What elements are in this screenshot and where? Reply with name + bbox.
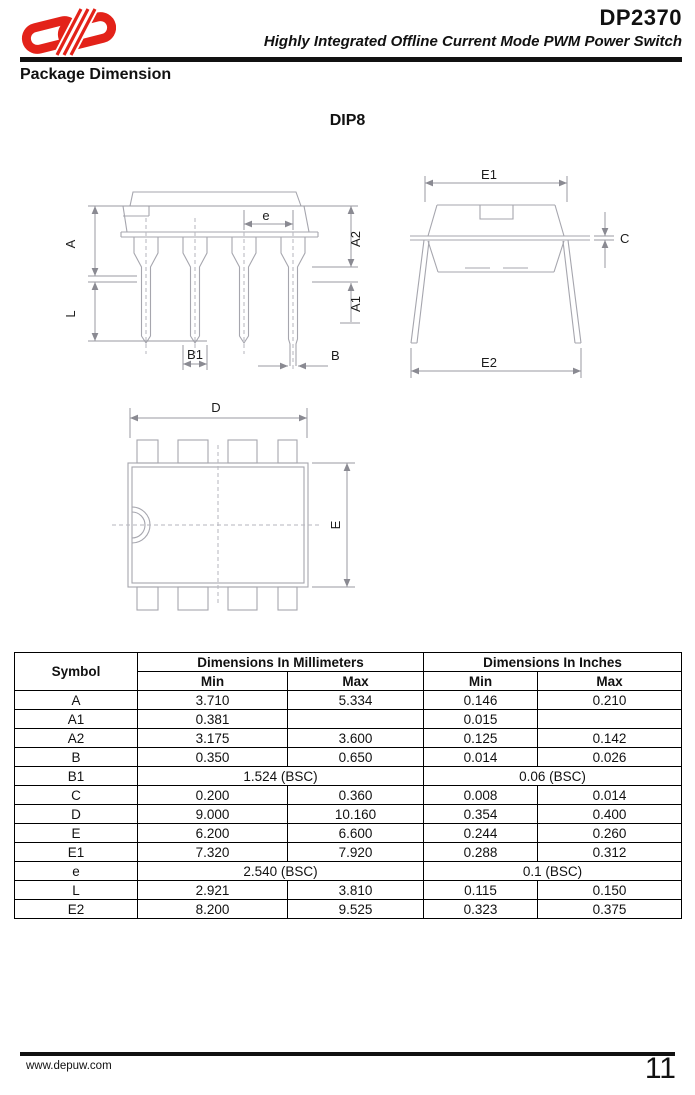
table-cell: 7.920 xyxy=(288,843,424,862)
table-cell: 10.160 xyxy=(288,805,424,824)
table-cell: 0.210 xyxy=(538,691,682,710)
table-cell: 0.400 xyxy=(538,805,682,824)
table-cell: 7.320 xyxy=(138,843,288,862)
table-row xyxy=(15,881,682,900)
table-cell: C xyxy=(15,786,138,805)
dim-label-e2: E2 xyxy=(481,355,497,370)
table-cell: 0.375 xyxy=(538,900,682,919)
table-cell: 0.014 xyxy=(424,748,538,767)
col-header-mm-min: Min xyxy=(138,672,288,691)
table-cell: 0.323 xyxy=(424,900,538,919)
table-cell: 0.1 (BSC) xyxy=(424,862,682,881)
table-row xyxy=(15,843,682,862)
table-row xyxy=(15,767,682,786)
table-cell: 0.650 xyxy=(288,748,424,767)
table-cell: 0.142 xyxy=(538,729,682,748)
table-cell: 0.260 xyxy=(538,824,682,843)
dim-label-a: A xyxy=(63,239,78,249)
dim-label-a2: A2 xyxy=(348,231,363,247)
footer-website: www.depuw.com xyxy=(26,1060,112,1072)
table-cell: 3.710 xyxy=(138,691,288,710)
table-cell: E1 xyxy=(15,843,138,862)
table-cell: 0.014 xyxy=(538,786,682,805)
side-view-drawing xyxy=(63,192,363,372)
dim-label-d: D xyxy=(211,400,221,415)
table-cell: 0.015 xyxy=(424,710,538,729)
table-cell: D xyxy=(15,805,138,824)
table-cell: A2 xyxy=(15,729,138,748)
table-cell: E xyxy=(15,824,138,843)
table-cell: 0.312 xyxy=(538,843,682,862)
table-cell: 3.810 xyxy=(288,881,424,900)
table-row xyxy=(15,824,682,843)
table-cell: 9.000 xyxy=(138,805,288,824)
company-logo-icon xyxy=(20,8,116,56)
table-cell: B xyxy=(15,748,138,767)
table-cell: 0.026 xyxy=(538,748,682,767)
table-row xyxy=(15,862,682,881)
top-view-drawing xyxy=(112,400,355,610)
col-header-in-max: Max xyxy=(538,672,682,691)
table-cell: B1 xyxy=(15,767,138,786)
table-header-row xyxy=(15,653,682,672)
table-row xyxy=(15,710,682,729)
table-cell: 0.381 xyxy=(138,710,288,729)
dim-label-a1: A1 xyxy=(348,296,363,312)
table-cell: 0.354 xyxy=(424,805,538,824)
table-cell: 0.115 xyxy=(424,881,538,900)
col-header-mm-max: Max xyxy=(288,672,424,691)
table-cell xyxy=(538,710,682,729)
part-number: DP2370 xyxy=(599,5,682,30)
dim-label-b: B xyxy=(331,348,340,363)
table-cell: E2 xyxy=(15,900,138,919)
package-name: DIP8 xyxy=(329,112,366,129)
col-header-symbol: Symbol xyxy=(15,653,138,691)
section-title: Package Dimension xyxy=(20,66,172,83)
dim-label-e-width: E xyxy=(328,520,343,530)
table-cell: 3.175 xyxy=(138,729,288,748)
table-cell: 6.200 xyxy=(138,824,288,843)
end-view-drawing xyxy=(410,167,629,378)
dim-label-l: L xyxy=(63,310,78,318)
table-cell: 0.244 xyxy=(424,824,538,843)
table-row xyxy=(15,805,682,824)
table-cell: 8.200 xyxy=(138,900,288,919)
table-cell: 0.200 xyxy=(138,786,288,805)
table-cell: 0.008 xyxy=(424,786,538,805)
col-header-mm: Dimensions In Millimeters xyxy=(138,653,424,672)
col-header-in-min: Min xyxy=(424,672,538,691)
header-divider xyxy=(20,57,682,62)
table-cell: 0.150 xyxy=(538,881,682,900)
dim-label-b1: B1 xyxy=(187,347,203,362)
document-subtitle: Highly Integrated Offline Current Mode PWM Power Switch xyxy=(263,33,682,50)
table-cell: 9.525 xyxy=(288,900,424,919)
table-cell: 6.600 xyxy=(288,824,424,843)
table-cell: 0.350 xyxy=(138,748,288,767)
table-cell: 3.600 xyxy=(288,729,424,748)
dim-label-e1: E1 xyxy=(481,167,497,182)
table-cell: L xyxy=(15,881,138,900)
table-cell: e xyxy=(15,862,138,881)
table-row xyxy=(15,900,682,919)
table-row xyxy=(15,748,682,767)
package-drawing xyxy=(0,140,695,650)
table-cell: 0.360 xyxy=(288,786,424,805)
dimensions-table xyxy=(14,652,682,919)
table-cell: 2.921 xyxy=(138,881,288,900)
table-cell: 0.288 xyxy=(424,843,538,862)
table-cell xyxy=(288,710,424,729)
footer-divider xyxy=(20,1052,675,1056)
table-cell: 0.146 xyxy=(424,691,538,710)
page-number: 11 xyxy=(644,1052,676,1085)
table-cell: 1.524 (BSC) xyxy=(138,767,424,786)
table-cell: A1 xyxy=(15,710,138,729)
table-cell: 0.06 (BSC) xyxy=(424,767,682,786)
col-header-inch: Dimensions In Inches xyxy=(424,653,682,672)
table-cell: 0.125 xyxy=(424,729,538,748)
table-cell: 5.334 xyxy=(288,691,424,710)
dim-label-e: e xyxy=(262,208,270,223)
dim-label-c: C xyxy=(620,231,630,246)
table-cell: A xyxy=(15,691,138,710)
table-row xyxy=(15,786,682,805)
table-row xyxy=(15,729,682,748)
table-row xyxy=(15,691,682,710)
table-cell: 2.540 (BSC) xyxy=(138,862,424,881)
